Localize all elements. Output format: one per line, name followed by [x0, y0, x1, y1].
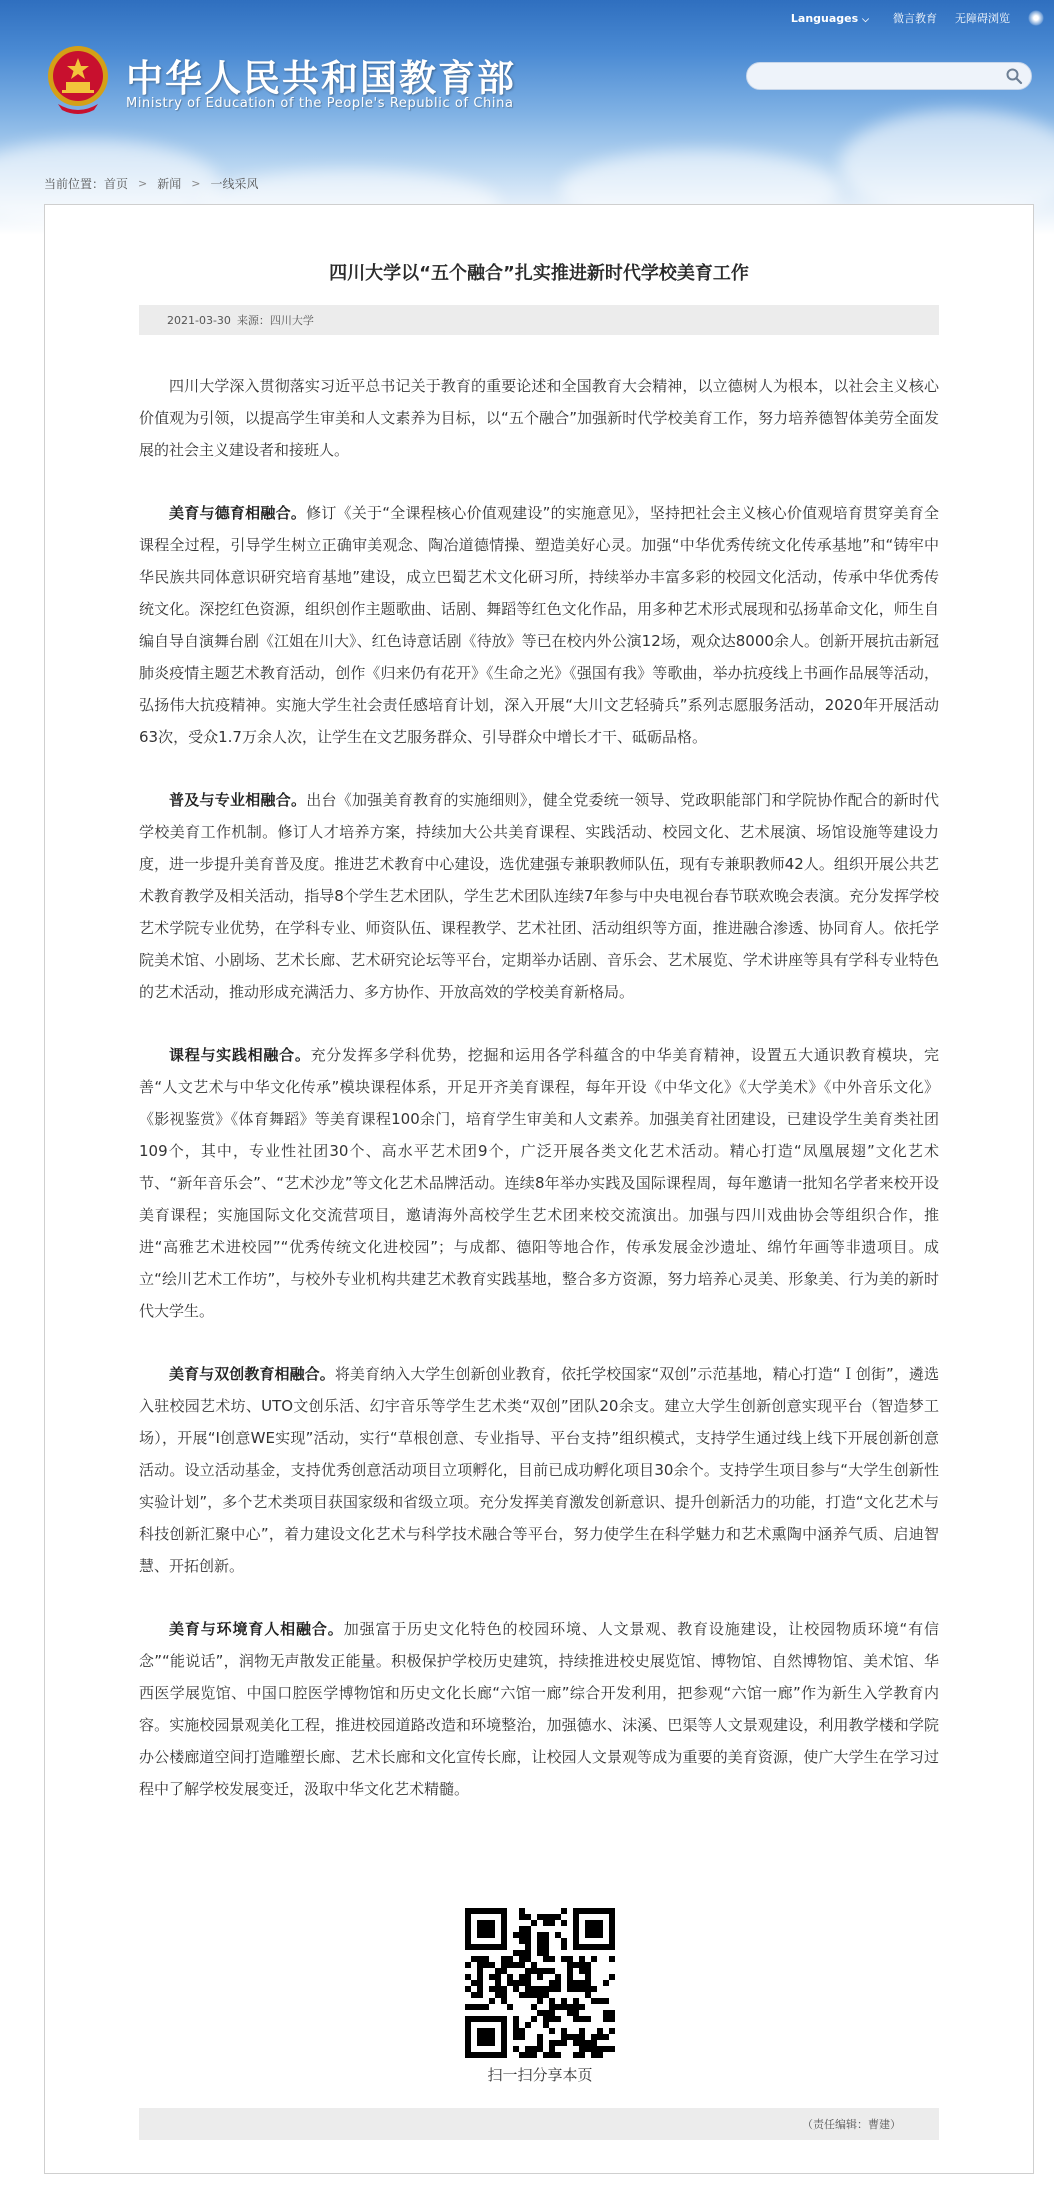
site-title[interactable]: 中华人民共和国教育部 — [126, 57, 516, 100]
editor-bar — [139, 2108, 939, 2140]
share-qr-block — [463, 1908, 617, 2085]
section-text: 加强富于历史文化特色的校园环境、人文景观、教育设施建设，让校园物质环境“有信念”“能说话”，润物无声散发正能量。积极保护学校历史建筑，持续推进校史展览馆、博物馆、自然博物馆、美术馆、华西医学展览馆、中国口腔医学博物馆和历史文化长廊“六馆一廊”综合开发利用，把参观“六馆一廊”作为新生入学教育内容。实施校园景观美化工程，推进校园道路改造和环境整治，加强德水、沫溪、巴渠等人文景观建设，利用教学楼和学院办公楼廊道空间打造雕塑长廊、艺术长廊和文化宣传长廊，让校园人文景观等成为重要的美育资源，使广大学生在学习过程中了解学校发展变迁，汲取中华文化艺术精髓。 — [139, 1620, 939, 1798]
section-text: 出台《加强美育教育的实施细则》，健全党委统一领导、党政职能部门和学院协作配合的新时代学校美育工作机制。修订人才培养方案，持续加大公共美育课程、实践活动、校园文化、艺术展演、场馆设施等建设力度，进一步提升美育普及度。推进艺术教育中心建设，选优建强专兼职教师队伍，现有专兼职教师42人。组织开展公共艺术教育教学及相关活动，指导8个学生艺术团队，学生艺术团队连续7年参与中央电视台春节联欢晚会表演。充分发挥学校艺术学院专业优势，在学科专业、师资队伍、课程教学、艺术社团、活动组织等方面，推进融合渗透、协同育人。依托学院美术馆、小剧场、艺术长廊、艺术研究论坛等平台，定期举办话剧、音乐会、艺术展览、学术讲座等具有学科专业特色的艺术活动，推动形成充满活力、多方协作、开放高效的学校美育新格局。 — [139, 791, 939, 1001]
article-paragraph — [139, 1358, 939, 1582]
article-paragraph-intro — [139, 370, 939, 466]
section-text: 充分发挥多学科优势，挖掘和运用各学科蕴含的中华美育精神，设置五大通识教育模块，完善“人文艺术与中华文化传承”模块课程体系，开足开齐美育课程，每年开设《中华文化》《大学美术》《中外音乐文化》《影视鉴赏》《体育舞蹈》等美育课程100余门，培育学生审美和人文素养。加强美育社团建设，已建设学生美育类社团109个，其中，专业性社团30个、高水平艺术团9个，广泛开展各类文化艺术活动。精心打造“凤凰展翅”文化艺术节、“新年音乐会”、“艺术沙龙”等文化艺术品牌活动。连续8年举办实践及国际课程周，每年邀请一批知名学者来校开设美育课程；实施国际文化交流营项目，邀请海外高校学生艺术团来校交流演出。加强与四川戏曲协会等组织合作，推进“高雅艺术进校园”“优秀传统文化进校园”；与成都、德阳等地合作，传承发展金沙遗址、绵竹年画等非遗项目。成立“绘川艺术工作坊”，与校外专业机构共建艺术教育实践基地，整合多方资源，努力培养心灵美、形象美、行为美的新时代大学生。 — [139, 1046, 939, 1320]
section-heading: 美育与双创教育相融合。 — [169, 1365, 335, 1383]
article-meta-bar — [139, 305, 939, 335]
article-container — [44, 204, 1034, 2174]
national-emblem-icon[interactable] — [44, 44, 112, 116]
section-text: 修订《关于“全课程核心价值观建设”的实施意见》，坚持把社会主义核心价值观培育贯穿美育全课程全过程，引导学生树立正确审美观念、陶冶道德情操、塑造美好心灵。加强“中华优秀传统文化传承基地”和“铸牢中华民族共同体意识研究培育基地”建设，成立巴蜀艺术文化研习所，持续举办丰富多彩的校园文化活动，传承中华优秀传统文化。深挖红色资源，组织创作主题歌曲、话剧、舞蹈等红色文化作品，用多种艺术形式展现和弘扬革命文化，师生自编自导自演舞台剧《江姐在川大》、红色诗意话剧《待放》等已在校内外公演12场，观众达8000余人。创新开展抗击新冠肺炎疫情主题艺术教育活动，创作《归来仍有花开》《生命之光》《强国有我》等歌曲，举办抗疫线上书画作品展等活动，弘扬伟大抗疫精神。实施大学生社会责任感培育计划，深入开展“大川文艺轻骑兵”系列志愿服务活动，2020年开展活动63次，受众1.7万余人次，让学生在文艺服务群众、引导群众中增长才干、砥砺品格。 — [139, 504, 939, 746]
section-text: 将美育纳入大学生创新创业教育，依托学校国家“双创”示范基地，精心打造“Ｉ创街”，遴选入驻校园艺术坊、UTO文创乐活、幻宇音乐等学生艺术类“双创”团队20余支。建立大学生创新创意实现平台（智造梦工场），开展“I创意WE实现”活动，实行“草根创意、专业指导、平台支持”组织模式，支持学生通过线上线下开展创新创意活动。设立活动基金，支持优秀创意活动项目立项孵化，目前已成功孵化项目30余个。支持学生项目参与“大学生创新性实验计划”，多个艺术类项目获国家级和省级立项。充分发挥美育激发创新意识、提升创新活力的功能，打造“文化艺术与科技创新汇聚中心”，着力建设文化艺术与科学技术融合等平台，努力使学生在科学魅力和艺术熏陶中涵养气质、启迪智慧、开拓创新。 — [139, 1365, 939, 1575]
section-heading: 普及与专业相融合。 — [169, 791, 307, 809]
dandelion-icon — [1028, 10, 1044, 26]
chevron-right-icon: > — [138, 177, 148, 190]
article-content — [139, 370, 939, 1836]
section-heading: 美育与环境育人相融合。 — [169, 1620, 344, 1638]
article-paragraph — [139, 784, 939, 1008]
qr-code-icon — [465, 1908, 615, 2058]
search-input[interactable] — [759, 67, 993, 87]
article-source: 来源：四川大学 — [236, 314, 314, 327]
wei-education-link[interactable]: 微言教育 — [893, 12, 937, 25]
article-paragraph — [139, 497, 939, 753]
breadcrumb — [44, 175, 259, 192]
responsible-editor: （责任编辑：曹建） — [802, 2118, 901, 2131]
article-date: 2021-03-30 — [167, 313, 231, 327]
site-subtitle: Ministry of Education of the People's Republic of China — [126, 96, 514, 111]
search-box — [746, 62, 1032, 90]
top-utility-bar — [791, 8, 1054, 28]
section-heading: 课程与实践相融合。 — [169, 1046, 311, 1064]
languages-dropdown[interactable] — [791, 12, 869, 25]
breadcrumb-frontline[interactable]: 一线采风 — [210, 177, 259, 191]
article-title: 四川大学以“五个融合”扎实推进新时代学校美育工作 — [329, 263, 749, 284]
qr-caption: 扫一扫分享本页 — [487, 2066, 593, 2084]
accessibility-link[interactable]: 无障碍浏览 — [955, 12, 1010, 25]
article-paragraph — [139, 1039, 939, 1327]
intro-text: 四川大学深入贯彻落实习近平总书记关于教育的重要论述和全国教育大会精神，以立德树人为根本，以社会主义核心价值观为引领，以提高学生审美和人文素养为目标，以“五个融合”加强新时代学校美育工作，努力培养德智体美劳全面发展的社会主义建设者和接班人。 — [139, 377, 939, 459]
search-icon[interactable] — [1005, 67, 1023, 85]
chevron-right-icon: > — [191, 177, 201, 190]
breadcrumb-home[interactable]: 首页 — [104, 177, 129, 191]
breadcrumb-news[interactable]: 新闻 — [157, 177, 182, 191]
languages-label: Languages — [790, 11, 859, 25]
chevron-down-icon: ⌵ — [862, 14, 869, 25]
section-heading: 美育与德育相融合。 — [169, 504, 307, 522]
article-paragraph — [139, 1613, 939, 1805]
site-header — [0, 0, 1054, 235]
breadcrumb-label: 当前位置： — [44, 177, 105, 191]
